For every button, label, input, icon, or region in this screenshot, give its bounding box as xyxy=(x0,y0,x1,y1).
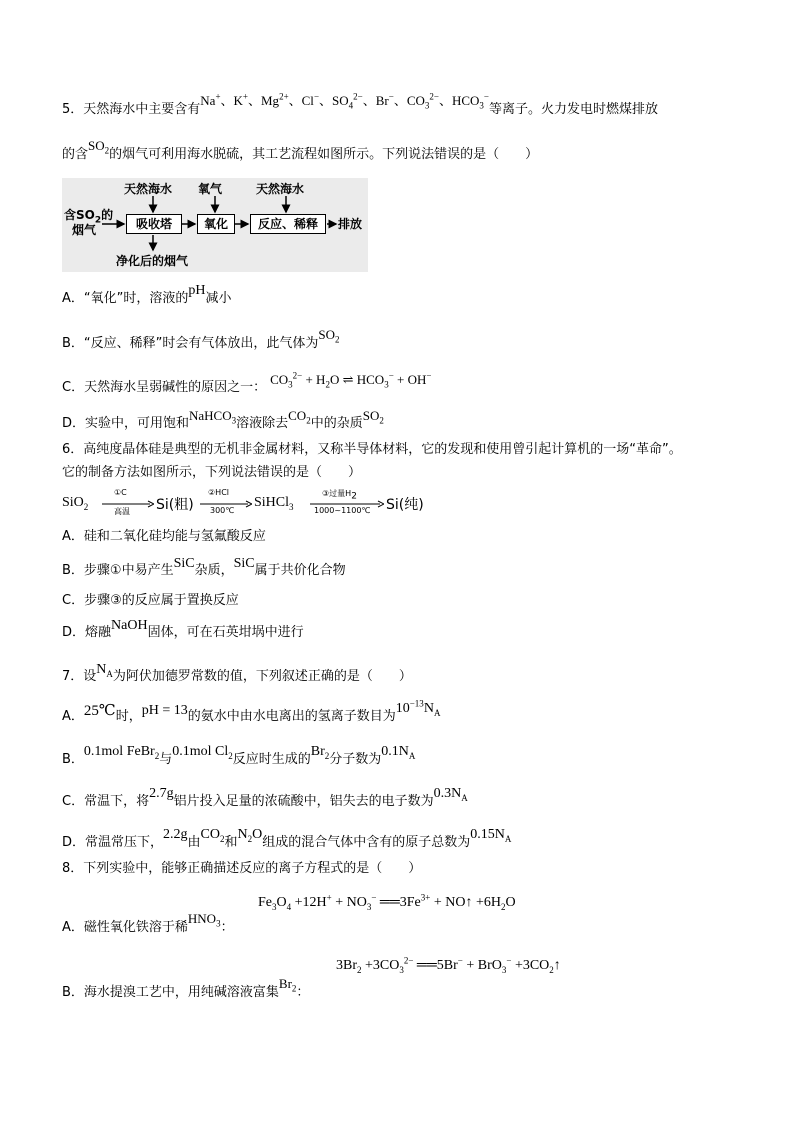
q8-equation-a: $Fe_3O_4 +12H^+ + NO_3^-$ $══3Fe^{3+}$ + NO↑ $+6H_2O$ xyxy=(258,892,516,912)
flow-top-oxygen: 氧气 xyxy=(198,182,223,196)
q5-flow-diagram xyxy=(62,178,368,272)
q5-option-b: B．“反应、稀释”时会有气体放出，此气体为$SO_2$ xyxy=(62,327,340,351)
q8-option-a: A．磁性氧化铁溶于稀$HNO_3$： xyxy=(62,911,234,935)
q7-option-c: C．常温下，将2.7g铝片投入足量的浓硫酸中，铝失去的电子数为$0.3N_A$ xyxy=(62,786,468,809)
q5-option-c: C．天然海水呈弱碱性的原因之一：$CO_3^{2-} + H_2O$ ⇌ $HCO_3^- + OH^-$ xyxy=(62,370,432,395)
q6-stem-line1: 6．高纯度晶体硅是典型的无机非金属材料，又称半导体材料，它的发现和使用曾引起计算机的一场“革命”。 xyxy=(62,442,682,457)
q6-option-c: C．步骤③的反应属于置换反应 xyxy=(62,593,239,608)
flow-box-absorb: 吸收塔 xyxy=(126,214,182,234)
q6-option-a: A．硅和二氧化硅均能与氢氟酸反应 xyxy=(62,529,266,544)
q7-option-b: B．0.1mol FeBr$_2$与0.1mol $Cl_2$反应时生成的$Br_2$分子数为$0.1N_A$ xyxy=(62,744,416,767)
q6-option-d: D．熔融NaOH固体，可在石英坩埚中进行 xyxy=(62,618,304,640)
flow-top-seawater-1: 天然海水 xyxy=(124,182,173,196)
q5-stem-line1: 5．天然海水中主要含有Na+、K+、$Mg^{2+}$、Cl−、$SO_4^{2-}$、Br−、$CO_3^{2-}$、$HCO_3^-$等离子。火力发电时燃煤排放 xyxy=(62,91,658,117)
q8-stem: 8．下列实验中，能够正确描述反应的离子方程式的是（ ） xyxy=(62,861,422,876)
flow-out-discharge: 排放 xyxy=(338,217,363,231)
q6-stem-line2: 它的制备方法如图所示，下列说法错误的是（ ） xyxy=(62,465,362,480)
flow-box-oxidize: 氧化 xyxy=(197,214,235,234)
q6-option-b: B．步骤①中易产生SiC杂质，SiC属于共价化合物 xyxy=(62,556,346,578)
q7-option-a: A．25℃时，pH = 13的氨水中由水电离出的氢离子数目为$10^{-13}N_A$ xyxy=(62,698,441,724)
flow-box-react: 反应、稀释 xyxy=(250,214,326,234)
flow-arrows xyxy=(62,178,368,272)
q5-option-a: A．“氧化”时，溶液的pH减小 xyxy=(62,283,232,306)
q7-option-d: D．常温常压下，2.2g由$CO_2$和$N_2O$组成的混合气体中含有的原子总数为$0.15N_A$ xyxy=(62,827,512,850)
q8-option-b: B．海水提溴工艺中，用纯碱溶液富集$Br_2$： xyxy=(62,976,310,1000)
flow-top-seawater-2: 天然海水 xyxy=(256,182,305,196)
q7-stem: 7．设$N_A$为阿伏加德罗常数的值，下列叙述正确的是（ ） xyxy=(62,662,412,684)
flow-out-clean-gas: 净化后的烟气 xyxy=(116,254,189,268)
q5-option-d: D．实验中，可用饱和NaHCO$_3$溶液除去$CO_2$中的杂质$SO_2$ xyxy=(62,408,384,431)
q8-equation-b: $3Br_2 +3CO_3^{2-}$ ══5Br− + $BrO_3^- +3CO_2↑$ xyxy=(336,955,561,975)
q6-reaction-scheme: SiO$_2$ ①C 高温 Si(粗) ②HCl 300℃ SiHCl$_3$ ③过量$H_2$ 1000~1100℃ Si(纯) xyxy=(62,488,424,516)
flow-input-label: 含$SO_2$的 烟气 xyxy=(64,208,114,237)
q5-stem-line2: 的含$SO_2$的烟气可利用海水脱硫，其工艺流程如图所示。下列说法错误的是（ ） xyxy=(62,138,539,162)
